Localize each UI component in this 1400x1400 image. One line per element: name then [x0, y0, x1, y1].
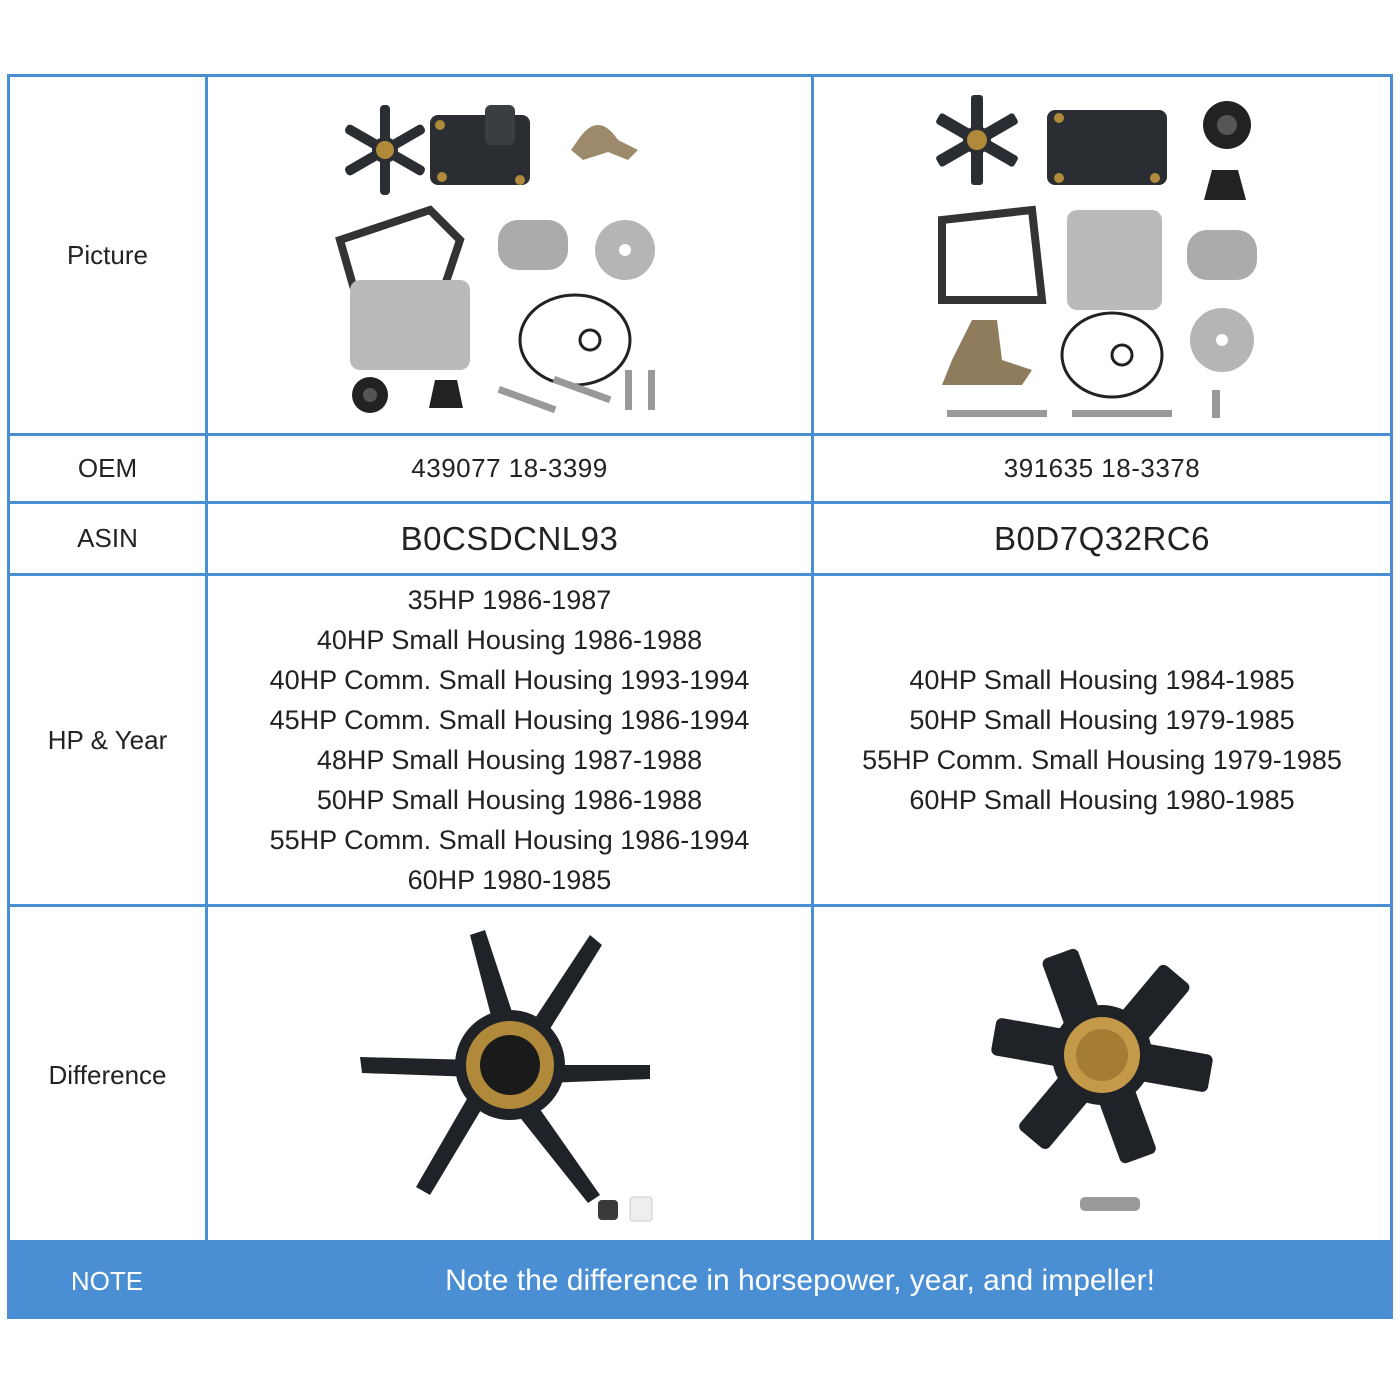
hp-year-item: 50HP Small Housing 1986-1988 — [316, 785, 703, 815]
water-pump-kit-image — [330, 90, 690, 420]
impeller-icon — [330, 915, 690, 1235]
kit-picture-left — [208, 77, 811, 433]
asin-row-label: ASIN — [77, 523, 138, 553]
impeller-right-image — [814, 907, 1390, 1243]
hp-year-item: 60HP 1980-1985 — [407, 865, 612, 895]
asin-left-value: B0CSDCNL93 — [400, 519, 619, 557]
hp-year-item: 50HP Small Housing 1979-1985 — [909, 705, 1295, 735]
hp-year-item: 35HP 1986-1987 — [407, 585, 612, 615]
hp-year-item: 55HP Comm. Small Housing 1986-1994 — [269, 825, 750, 855]
hp-year-item: 40HP Small Housing 1984-1985 — [909, 665, 1295, 695]
oem-row-label: OEM — [77, 453, 138, 483]
hp-year-item: 45HP Comm. Small Housing 1986-1994 — [269, 705, 750, 735]
hp-year-right-list — [814, 576, 1390, 904]
kit-picture-right — [814, 77, 1390, 433]
hp-year-item: 48HP Small Housing 1987-1988 — [316, 745, 703, 775]
oem-left-value: 439077 18-3399 — [411, 453, 608, 483]
impeller-left-image — [208, 907, 811, 1243]
hp-year-row-label: HP & Year — [47, 724, 168, 755]
water-pump-kit-image — [922, 90, 1282, 420]
note-text: Note the difference in horsepower, year, and impeller! — [445, 1264, 1155, 1297]
note-label: NOTE — [70, 1265, 144, 1296]
hp-year-left-list — [208, 576, 811, 904]
hp-year-item: 55HP Comm. Small Housing 1979-1985 — [862, 745, 1342, 775]
asin-right-value: B0D7Q32RC6 — [994, 519, 1210, 557]
impeller-icon — [932, 915, 1272, 1235]
hp-year-item: 60HP Small Housing 1980-1985 — [909, 785, 1295, 815]
hp-year-item: 40HP Comm. Small Housing 1993-1994 — [269, 665, 750, 695]
hp-year-item: 40HP Small Housing 1986-1988 — [316, 625, 703, 655]
picture-row-label: Picture — [67, 239, 148, 270]
oem-right-value: 391635 18-3378 — [1003, 453, 1201, 483]
difference-row-label: Difference — [48, 1059, 167, 1090]
